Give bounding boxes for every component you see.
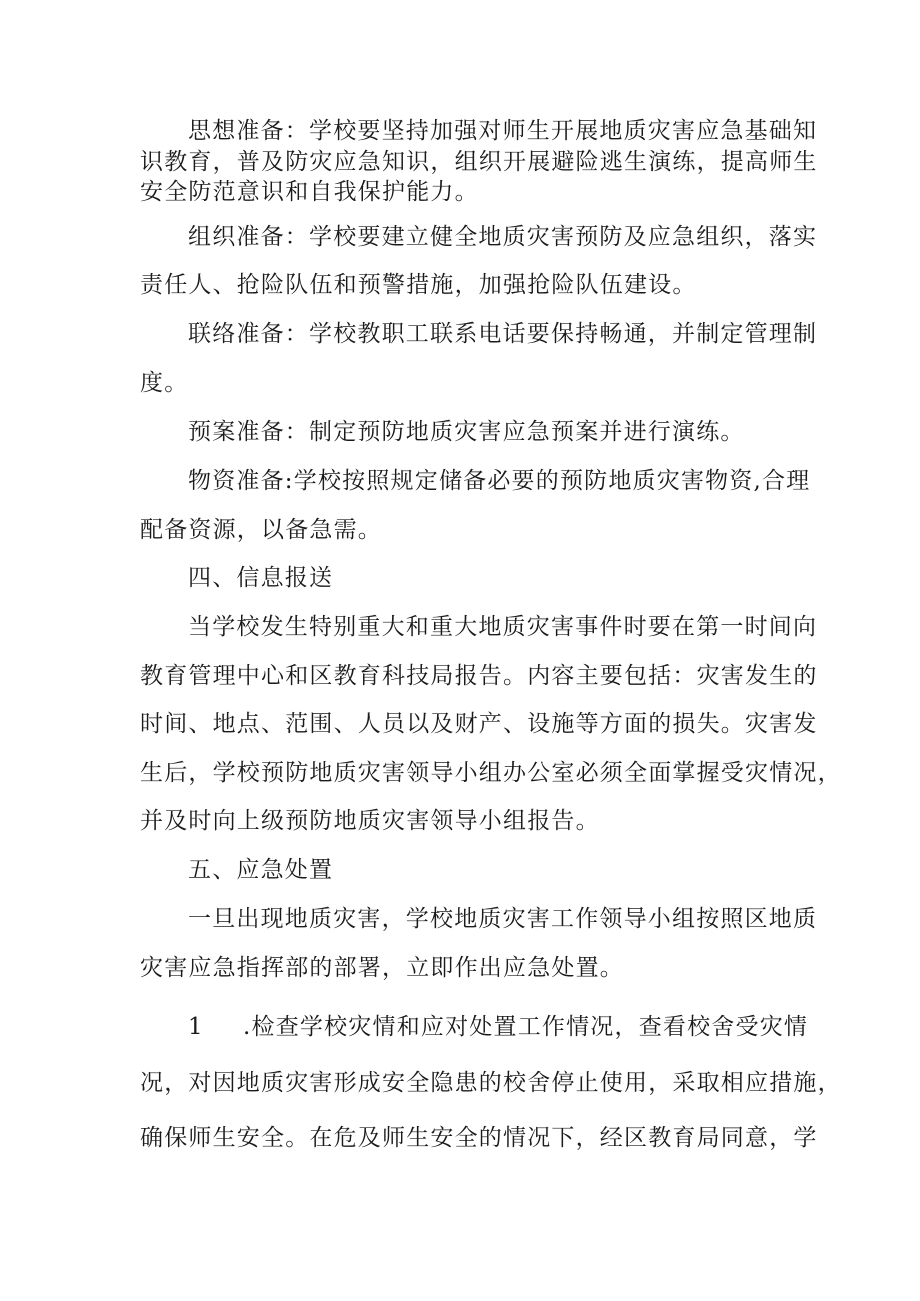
- paragraph-plan-line-1: 预案准备：制定预防地质灾害应急预案并进行演练。: [188, 419, 745, 445]
- list-item-number: 1: [188, 1014, 203, 1040]
- paragraph-report-line-2: 教育管理中心和区教育科技局报告。内容主要包括：灾害发生的: [140, 663, 818, 689]
- paragraph-organization-line-2: 责任人、抢险队伍和预警措施，加强抢险队伍建设。: [140, 272, 697, 298]
- paragraph-report-line-4: 生后，学校预防地质灾害领导小组办公室必须全面掌握受灾情况，: [140, 760, 842, 786]
- paragraph-thought-line-2: 识教育，普及防灾应急知识，组织开展避险逃生演练，提高师生: [140, 149, 818, 175]
- paragraph-contact-line-1: 联络准备：学校教职工联系电话要保持畅通，并制定管理制: [188, 321, 818, 347]
- paragraph-thought-line-3: 安全防范意识和自我保护能力。: [140, 179, 479, 205]
- paragraph-report-line-1: 当学校发生特别重大和重大地质灾害事件时要在第一时间向: [188, 614, 818, 640]
- paragraph-material-line-1: 物资准备:学校按照规定储备必要的预防地质灾害物资,合理: [188, 468, 811, 494]
- paragraph-organization-line-1: 组织准备：学校要建立健全地质灾害预防及应急组织，落实: [188, 224, 818, 250]
- paragraph-thought-line-1: 思想准备：学校要坚持加强对师生开展地质灾害应急基础知: [188, 118, 818, 144]
- paragraph-report-line-5: 并及时向上级预防地质灾害领导小组报告。: [140, 808, 600, 834]
- list-item-1-line-2: 况，对因地质灾害形成安全隐患的校舍停止使用，采取相应措施，: [140, 1070, 842, 1096]
- paragraph-contact-line-2: 度。: [140, 370, 189, 396]
- paragraph-response-line-2: 灾害应急指挥部的部署，立即作出应急处置。: [140, 955, 624, 981]
- paragraph-material-line-2: 配备资源，以备急需。: [140, 517, 382, 543]
- paragraph-report-line-3: 时间、地点、范围、人员以及财产、设施等方面的损失。灾害发: [140, 711, 818, 737]
- list-item-1-line-1: .检查学校灾情和应对处置工作情况，查看校舍受灾情: [243, 1014, 809, 1040]
- section-heading-emergency-response: 五、应急处置: [188, 857, 334, 883]
- list-item-1-line-3: 确保师生安全。在危及师生安全的情况下，经区教育局同意，学: [140, 1125, 818, 1151]
- section-heading-information-report: 四、信息报送: [188, 565, 334, 591]
- paragraph-response-line-1: 一旦出现地质灾害，学校地质灾害工作领导小组按照区地质: [188, 906, 818, 932]
